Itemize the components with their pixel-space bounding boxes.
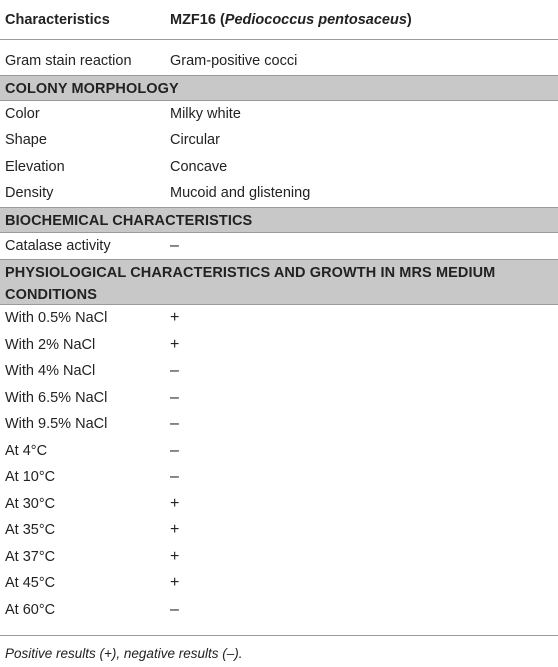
row-label: With 6.5% NaCl [5, 389, 108, 406]
section-physiological: PHYSIOLOGICAL CHARACTERISTICS AND GROWTH IN MRS MEDIUM CONDITIONS [0, 259, 558, 305]
section-colony-morphology: COLONY MORPHOLOGY [0, 75, 558, 101]
row-value: Circular [170, 132, 220, 148]
row-value: + [170, 574, 180, 591]
table-row [0, 411, 558, 438]
table-row [0, 180, 558, 207]
row-label: Density [5, 185, 54, 201]
section-biochemical: BIOCHEMICAL CHARACTERISTICS [0, 207, 558, 233]
row-label: Color [5, 105, 40, 122]
row-label: With 4% NaCl [5, 363, 96, 379]
row-label: At 4°C [5, 442, 48, 459]
row-value: + [170, 494, 180, 512]
row-value: – [170, 236, 179, 254]
table-row [0, 544, 558, 571]
table-footer-divider [0, 635, 558, 636]
table-row [0, 233, 558, 260]
table-row [0, 358, 558, 385]
table-row [0, 101, 558, 128]
row-label: At 45°C [5, 575, 56, 591]
table-row [0, 491, 558, 518]
table-row [0, 127, 558, 154]
row-value: – [170, 362, 179, 379]
row-value: + [170, 309, 180, 326]
row-value: – [170, 415, 179, 432]
table-header-row [0, 0, 558, 40]
row-value: Mucoid and glistening [170, 185, 311, 201]
header-strain-prefix: MZF16 ( [170, 12, 225, 28]
table-row [0, 48, 558, 75]
table-row [0, 305, 558, 332]
table-row [0, 597, 558, 624]
spacer [0, 40, 558, 48]
table-row [0, 517, 558, 544]
row-value: – [170, 441, 179, 459]
header-strain-species: Pediococcus pentosaceus [224, 12, 407, 28]
row-label: With 2% NaCl [5, 336, 96, 353]
row-value: + [170, 547, 180, 565]
row-value: + [170, 521, 180, 538]
table-row [0, 154, 558, 181]
row-label: Elevation [5, 158, 65, 175]
row-label: At 37°C [5, 548, 56, 565]
row-label: At 30°C [5, 495, 56, 512]
row-value: – [170, 600, 179, 618]
row-label: At 10°C [5, 469, 56, 485]
row-value: – [170, 388, 179, 406]
table-row [0, 332, 558, 359]
row-label: With 9.5% NaCl [5, 416, 108, 432]
row-label: Gram stain reaction [5, 53, 132, 69]
row-value: Concave [170, 158, 228, 175]
table-row [0, 464, 558, 491]
row-label: Catalase activity [5, 237, 111, 254]
table-row [0, 570, 558, 597]
row-value: Gram-positive cocci [170, 53, 298, 69]
row-label: At 35°C [5, 522, 56, 538]
row-label: With 0.5% NaCl [5, 310, 108, 326]
table-row [0, 385, 558, 412]
header-strain-suffix: ) [406, 12, 412, 28]
row-value: – [170, 468, 179, 485]
table-footnote: Positive results (+), negative results (–). [5, 646, 243, 661]
header-characteristics: Characteristics [5, 12, 110, 28]
header-strain [170, 0, 412, 40]
row-label: At 60°C [5, 601, 56, 618]
table-row [0, 438, 558, 465]
row-value: + [170, 335, 180, 353]
row-label: Shape [5, 132, 47, 148]
row-value: Milky white [170, 105, 241, 122]
